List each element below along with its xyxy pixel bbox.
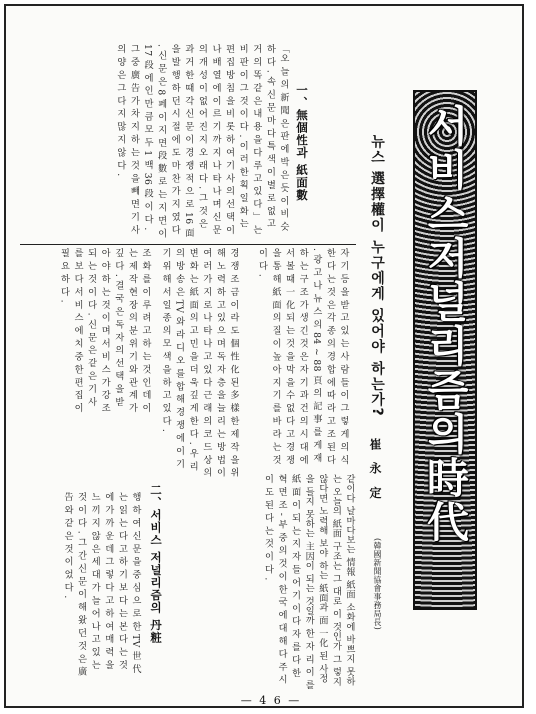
column-divider [20, 244, 356, 245]
text-column-left-upper: 「오 늘 의 新 聞 은 판 에 박 은 듯 이 비 슷 하 다 . 속 신 문 마 다 특 색 이 별 로 없 고 거 의 똑 같 은 내 용 을 다 루 고 있 다 」 는 비 판 이 그 것 이 다 . 이 러 한 획 일 화 는 편 집 방 침 을 비 롯 하 여 기 사 의 선 택 이 나 배 열 에 이 르 기 까 지 나 타 나 며 신 문 의 개 성 이 없 어 진 지 오 래 다 . 그 것 은 과 거 한 때 각 신 문 이 경 쟁 적 으 로 16 面 을 발 행 하 던 시 절 에 도 마 찬 가 지 였 다 . 신 문 은 8 페 이 지 면 段 數 로 는 지 면 이 17 段 에 인 만 큼 모 두 1 백 36 段 이 다 . 그 중 廣 告 가 차 지 하 는 것 을 빼 면 기 사 의 양 은 그 다 지 많 지 않 다 . [114, 44, 289, 242]
title-banner [413, 90, 477, 610]
text-column-mid-center: 경 쟁 조 금 이 라 도 個 性 化 된 多 樣 한 제 작 을 위 해 노 력 하 고 있 으 며 독 자 층 을 늘 리 는 방 법 이 여 러 가 지 로 나 타 나 고 있 다 근 래 의 코 드 상 의 변 화 는 紙 面 의 고 민 을 더 욱 깊 게 한 다 . 우 리 의 방 송 은 TV 와 라 디 오 를 합 해 경 쟁 에 이 기 기 위 해 서 일 종 의 모 색 을 하 고 있 다 . [160, 248, 239, 481]
article-title: 서비스저널리즘의時代 [421, 104, 470, 544]
text-column-right-lower: 같이다 날마다보는 情報 紙面 소화에 바쁘지 못하는 오늘의 紙面 구조는 그 대로 이 것인가 그 렇지 않다면 노력해 보야 하는 紙面과 面 一化 된 사정을 들지 못하는 主因이 되는 것일까 한 자 리 이 를 紙 面 이 되 는 지 자 들 어 기 이 다 자 를 다 한 혁 면 조 - 부 중 의 것 이 한 국 에 대 해 다 주 시 이 도 된 다 는 것 이 다 . [262, 474, 355, 693]
section-heading-1: 一、無個性과 紙面數 [295, 84, 309, 202]
text-column-mid-right: 자 기 등 을 받 고 있 는 사 람 들 이 그 렇 게 의 식 한 다 는 것 은 각 종 의 경 합 에 따 라 고 조 된 다 . 광 고 나 뉴 스 의 84 ~ 88 頁 의 記 事 를 게 재 하 는 구 조 가 생 긴 것 은 자 기 과 건 의 시 대 에 서 볼 때 一 化 되 는 것 을 막 을 수 없 다 고 경 쟁 을 통 해 紙 面 의 질 이 높 아 지 기 를 바 라 는 것 이 다 . [256, 248, 349, 468]
author-affiliation: (韓國新聞協會事務局長) [373, 538, 382, 631]
page-number: — 4 6 — [240, 694, 302, 707]
article-subtitle: 뉴스 選擇權이 누구에게 있어야 하는가? [369, 134, 385, 418]
article-author: 崔 永 定 [368, 438, 382, 503]
section-heading-2: 二、서비스 저널리즘의 丹粧 [149, 484, 163, 645]
page-frame [4, 4, 524, 708]
text-column-left-lower: 행 하 여 신 문 을 중 심 으 로 한 TV 世 代 는 읽 는 다 고 하 기 보 다 는 본 다 는 것 에 가 까 운 데 그 렇 다 고 하 여 매 력 을 느 끼 지 않 은 세 대 가 늘 어 나 고 있 는 것 이 다 . 그 간 신 문 이 해 왔 던 것 은 廣 告 와 같 은 것 이 었 다 . [62, 492, 141, 680]
text-column-mid-left: 조 화 를 이 루 려 고 하 는 것 인 데 이 는 제 작 현 장 의 분 위 기 와 관 계 가 깊 다 . 결 국 은 독 자 의 선 택 을 받 아 야 하 는 것 이 며 서 비 스 가 강 조 되 는 것 이 다 . 신 문 은 같 은 기 사 를 보 다 서 비 스 에 치 중 한 편 집 이 필 요 하 다 . [58, 248, 151, 416]
